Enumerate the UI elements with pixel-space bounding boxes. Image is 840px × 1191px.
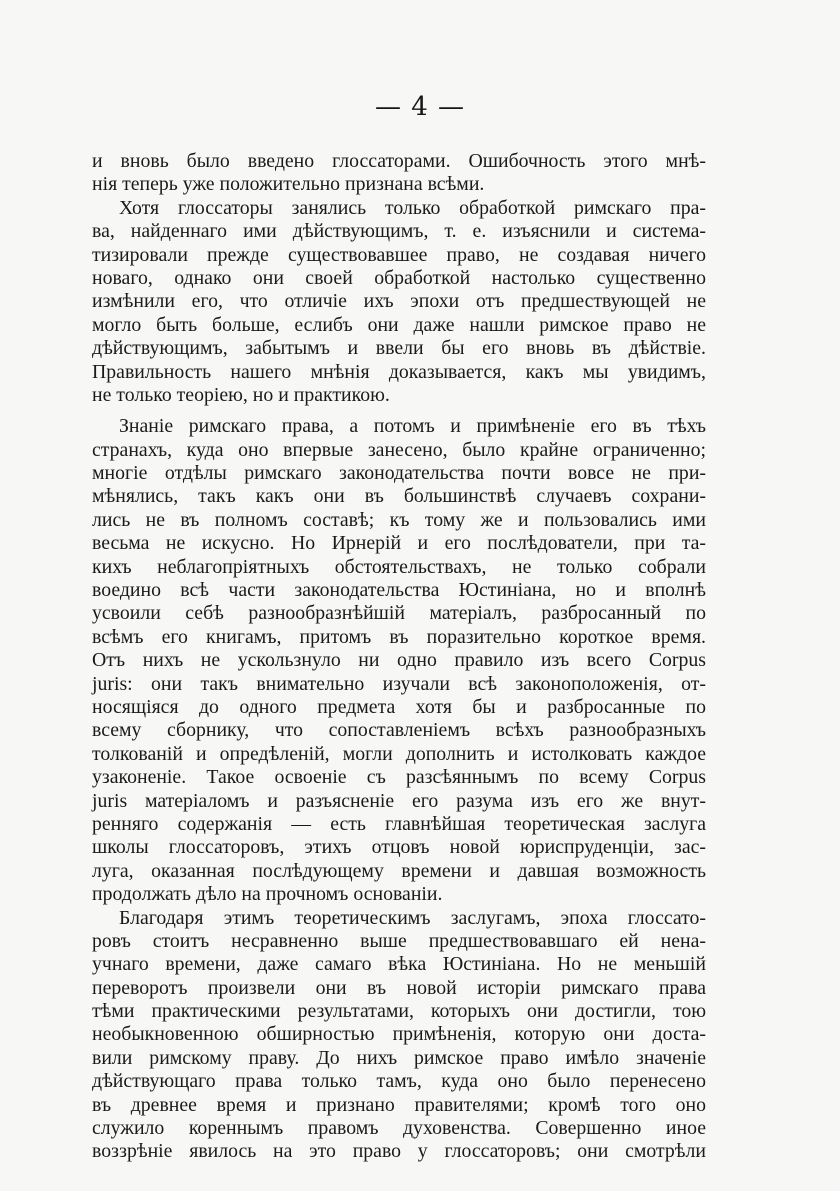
text-line: ва, найденнаго ими дѣйствующимъ, т. е. изъяснили и система- — [92, 220, 706, 243]
text-line: луга, оказанная послѣдующему времени и давшая возможность — [92, 859, 706, 882]
page-number: — 4 — — [374, 92, 466, 122]
text-line: не только теоріею, но и практикою. — [92, 383, 390, 406]
text-line: всему сборнику, что сопоставленіемъ всѣхъ разнообразныхъ — [92, 719, 706, 742]
text-line: juris: они такъ внимательно изучали всѣ законоположенія, от- — [92, 672, 706, 695]
text-line: тизировали прежде существовавшее право, не создавая ничего — [92, 243, 706, 266]
text-line: дѣйствующимъ, забытымъ и ввели бы его вновь въ дѣйствіе. — [92, 337, 706, 360]
text-line: носящіяся до одного предмета хотя бы и разбросанные по — [92, 695, 706, 718]
text-line: Правильность нашего мнѣнія доказывается, какъ мы увидимъ, — [92, 360, 706, 383]
text-line: Знаніе римскаго права, а потомъ и примѣненіе его въ тѣхъ — [119, 415, 706, 438]
text-line: учнаго времени, даже самаго вѣка Юстиніана. Но не меньшій — [92, 953, 706, 976]
text-line: многіе отдѣлы римскаго законодательства почти вовсе не при- — [92, 462, 706, 485]
text-line: Благодаря этимъ теоретическимъ заслугамъ, эпоха глоссато- — [119, 906, 706, 929]
text-line: школы глоссаторовъ, этихъ отцовъ новой юриспруденціи, зас- — [92, 836, 706, 859]
text-line: ровъ стоитъ несравненно выше предшествовавшаго ей нена- — [92, 929, 706, 952]
text-line: необыкновенною обширностью примѣненія, которую они доста- — [92, 1023, 706, 1046]
text-line: лись не въ полномъ составѣ; къ тому же и пользовались ими — [92, 508, 706, 531]
text-line: служило кореннымъ правомъ духовенства. Совершенно иное — [92, 1117, 706, 1140]
text-line: Хотя глоссаторы занялись только обработкой римскаго пра- — [119, 196, 706, 219]
text-line: кихъ неблагопріятныхъ обстоятельствахъ, не только собрали — [92, 555, 706, 578]
text-line: могло быть больше, еслибъ они даже нашли римское право не — [92, 313, 706, 336]
text-line: Отъ нихъ не ускользнуло ни одно правило изъ всего Corpus — [92, 649, 706, 672]
text-line: странахъ, куда оно впервые занесено, было крайне ограниченно; — [92, 438, 706, 461]
paragraph-2 — [92, 197, 706, 408]
text-line: измѣнили его, что отличіе ихъ эпохи отъ предшествующей не — [92, 290, 706, 313]
text-line: вили римскому праву. До нихъ римское право имѣло значеніе — [92, 1046, 706, 1069]
text-line: узаконеніе. Такое освоеніе съ разсѣяннымъ по всему Corpus — [92, 766, 706, 789]
text-line: весьма не искусно. Но Ирнерій и его послѣдователи, при та- — [92, 532, 706, 555]
text-line: усвоили себѣ разнообразнѣйшій матеріалъ, разбросанный по — [92, 602, 706, 625]
text-line: нія теперь уже положительно признана всѣми. — [92, 173, 485, 196]
text-line: ренняго содержанія — есть главнѣйшая теоретическая заслуга — [92, 812, 706, 835]
text-line: всѣмъ его книгамъ, притомъ въ поразительно короткое время. — [92, 625, 706, 648]
text-line: дѣйствующаго права только тамъ, куда оно было перенесено — [92, 1070, 706, 1093]
text-line: воедино всѣ части законодательства Юстиніана, но и вполнѣ — [92, 579, 706, 602]
text-line: новаго, однако они своей обработкой настолько существенно — [92, 266, 706, 289]
text-line: переворотъ произвели они въ новой исторіи римскаго права — [92, 976, 706, 999]
text-line: и вновь было введено глоссаторами. Ошибочность этого мнѣ- — [92, 150, 706, 172]
text-line: въ древнее время и признано правителями; кромѣ того оно — [92, 1093, 706, 1116]
text-line: воззрѣніе явилось на это право у глоссаторовъ; они смотрѣли — [92, 1140, 706, 1163]
text-line: juris матеріаломъ и разъясненіе его разума изъ его же внут- — [92, 789, 706, 812]
paragraph-1 — [92, 150, 706, 197]
text-line: продолжать дѣло на прочномъ основаніи. — [92, 883, 443, 906]
text-line: тѣми практическими результатами, которыхъ они достигли, тою — [92, 1000, 706, 1023]
text-line: мѣнялись, такъ какъ они въ большинствѣ случаевъ сохрани- — [92, 485, 706, 508]
paragraph-gap — [92, 407, 706, 415]
text-line: толкованій и опредѣленій, могли дополнить и истолковать каждое — [92, 742, 706, 765]
body-text — [92, 150, 706, 1164]
paragraph-3 — [92, 415, 706, 906]
paragraph-4 — [92, 907, 706, 1164]
